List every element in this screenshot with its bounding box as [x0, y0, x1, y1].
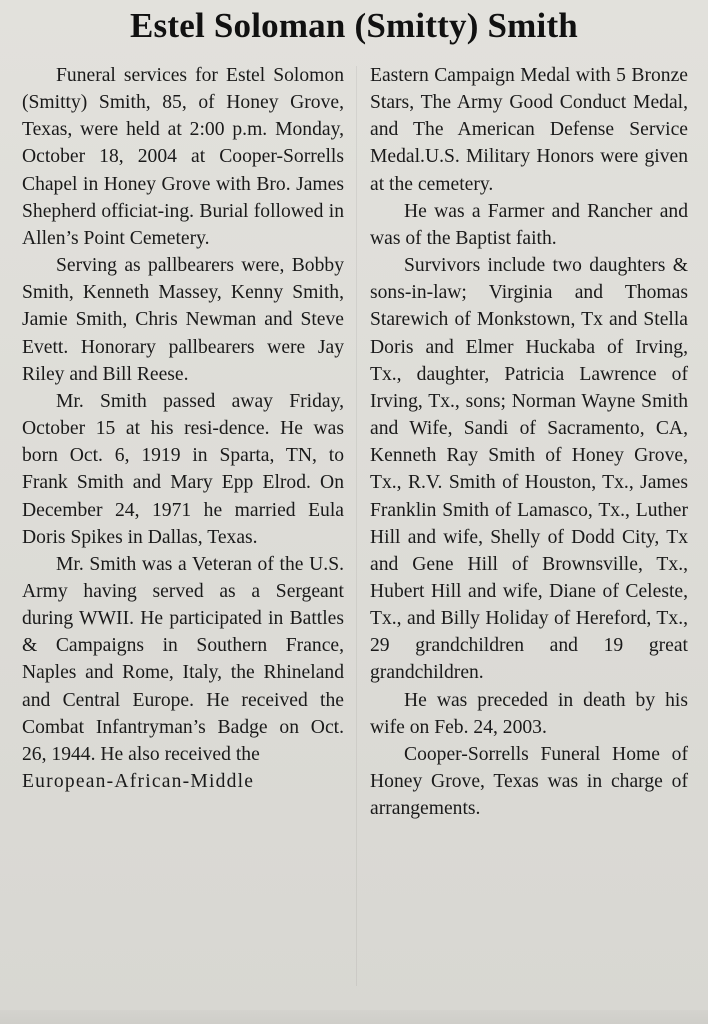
column-divider [356, 66, 357, 986]
obituary-headline: Estel Soloman (Smitty) Smith [130, 6, 578, 45]
left-column [22, 62, 344, 795]
paragraph-pallbearers: Serving as pallbearers were, Bobby Smith, Kenneth Massey, Kenny Smith, Jamie Smith, Chris Newman and Steve Evett. Honorary pallbearers were Jay Riley and Bill Reese. [22, 255, 344, 385]
paragraph-survivors: Survivors include two daughters & sons-in-law; Virginia and Thomas Starewich of Monkstown, Tx and Stella Doris and Elmer Huckaba of Irving, Tx., daughter, Patricia Lawrence of Irving, Tx., sons; Norman Wayne Smith and Wife, Sandi of Sacramento, CA, Kenneth Ray Smith of Honey Grove, Tx., R.V. Smith of Houston, Tx., James Franklin Smith of Lamasco, Tx., Luther Hill and wife, Shelly of Dodd City, Tx and Gene Hill of Brownsville, Tx., Hubert Hill and wife, Diane of Celeste, Tx., and Billy Holiday of Hereford, Tx., 29 grandchildren and 19 great grandchildren. [370, 255, 688, 684]
paragraph-medals: Eastern Campaign Medal with 5 Bronze Stars, The Army Good Conduct Medal, and The American Defense Service Medal.U.S. Military Honors were given at the cemetery. [370, 65, 688, 195]
page-bottom-edge [0, 1010, 708, 1024]
right-column [370, 62, 688, 822]
paragraph-veteran-continued: European-African-Middle [22, 771, 255, 793]
paragraph-preceded: He was preceded in death by his wife on Feb. 24, 2003. [370, 689, 688, 738]
paragraph-passed-away: Mr. Smith passed away Friday, October 15 at his resi-dence. He was born Oct. 6, 1919 in Sparta, TN, to Frank Smith and Mary Epp Elrod. On December 24, 1971 he married Eula Doris Spikes in Dallas, Texas. [22, 390, 344, 548]
paragraph-occupation: He was a Farmer and Rancher and was of the Baptist faith. [370, 200, 688, 249]
paragraph-arrangements: Cooper-Sorrells Funeral Home of Honey Grove, Texas was in charge of arrangements. [370, 743, 688, 820]
paragraph-funeral-services: Funeral services for Estel Solomon (Smitty) Smith, 85, of Honey Grove, Texas, were held at 2:00 p.m. Monday, October 18, 2004 at Cooper-Sorrells Chapel in Honey Grove with Bro. James Shepherd officiat-ing. Burial followed in Allen’s Point Cemetery. [22, 65, 344, 249]
paragraph-veteran: Mr. Smith was a Veteran of the U.S. Army having served as a Sergeant during WWII. He participated in Battles & Campaigns in Southern France, Naples and Rome, Italy, the Rhineland and Central Europe. He received the Combat Infantryman’s Badge on Oct. 26, 1944. He also received the [22, 553, 344, 765]
